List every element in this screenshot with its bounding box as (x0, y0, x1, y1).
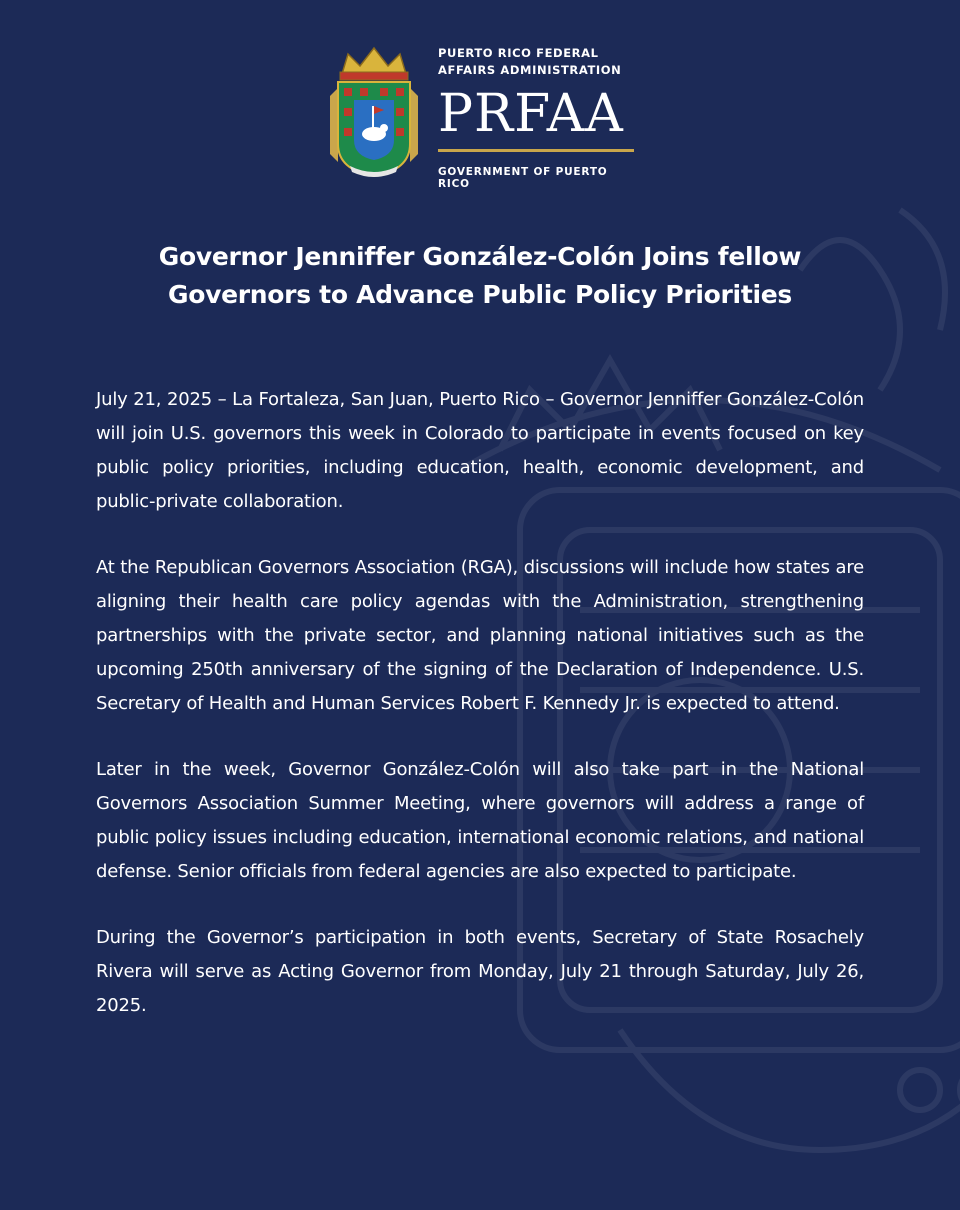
org-name-line1: PUERTO RICO FEDERAL (438, 46, 599, 60)
title-line2: Governors to Advance Public Policy Priorities (168, 280, 792, 309)
paragraph-3: Later in the week, Governor González-Colón will also take part in the National Governors Association Summer Meeting, where governors will address a range of public policy issues including education, international economic relations, and national defense. Senior officials from federal agencies are also expected to participate. (96, 759, 864, 882)
government-label: GOVERNMENT OF PUERTO RICO (438, 166, 608, 190)
org-block (438, 44, 634, 190)
org-name-line2: AFFAIRS ADMINISTRATION (438, 63, 622, 77)
gold-divider (438, 149, 634, 152)
header (322, 44, 642, 194)
paragraph-2: At the Republican Governors Association (RGA), discussions will include how states are aligning their health care policy agendas with the Administration, strengthening partnerships with the private sector, and planning national initiatives such as the upcoming 250th anniversary of the signing of the Declaration of Independence. U.S. Secretary of Health and Human Services Robert F. Kennedy Jr. is expected to attend. (96, 557, 864, 714)
page-title (60, 238, 900, 314)
org-abbreviation: PRFAA (438, 84, 624, 144)
title-line1: Governor Jenniffer González-Colón Joins fellow (158, 242, 802, 271)
press-release-body (96, 383, 864, 1055)
paragraph-4: During the Governor’s participation in both events, Secretary of State Rosachely Rivera will serve as Acting Governor from Monday, July 21 through Saturday, July 26, 2025. (96, 927, 864, 1016)
paragraph-1: July 21, 2025 – La Fortaleza, San Juan, Puerto Rico – Governor Jenniffer González-Colón will join U.S. governors this week in Colorado to participate in events focused on key public policy priorities, including education, health, economic development, and public-private collaboration. (96, 389, 864, 512)
coat-of-arms-icon (322, 44, 426, 180)
